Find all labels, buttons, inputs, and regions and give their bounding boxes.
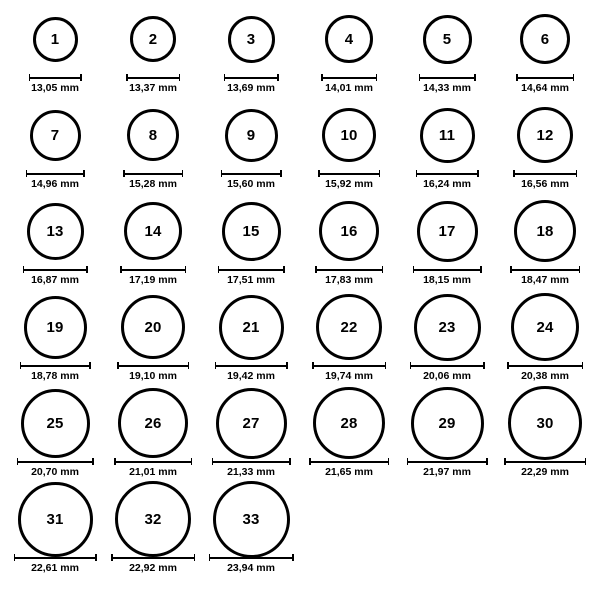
ring-circle <box>313 387 385 459</box>
dimension-line <box>218 269 285 271</box>
ring-size-cell[interactable] <box>300 104 398 200</box>
ring-circle <box>511 293 579 361</box>
ring-size-cell[interactable] <box>300 392 398 488</box>
dimension-bar-icon <box>407 458 488 465</box>
ring-circle <box>414 294 481 361</box>
ring-circle <box>228 16 275 63</box>
dimension-value: 13,37 mm <box>129 82 177 94</box>
dimension-annotation <box>114 458 192 479</box>
ring-size-cell[interactable] <box>300 296 398 392</box>
dimension-annotation <box>416 170 479 191</box>
dimension-line <box>17 461 94 463</box>
ring-size-label: 31 <box>46 510 64 528</box>
dimension-bar-icon <box>224 74 279 81</box>
ring-size-label: 5 <box>442 30 452 48</box>
dimension-value: 15,92 mm <box>325 178 373 190</box>
ring-size-cell[interactable] <box>202 488 300 584</box>
dimension-line <box>516 77 574 79</box>
ring-circle-wrap <box>316 296 382 358</box>
dimension-annotation <box>410 362 485 383</box>
ring-circle-wrap <box>411 392 484 454</box>
dimension-bar-icon <box>318 170 380 177</box>
ring-size-label: 12 <box>536 126 554 144</box>
ring-size-cell[interactable] <box>496 200 594 296</box>
dimension-annotation <box>312 362 386 383</box>
ring-circle <box>127 109 179 161</box>
dimension-bar-icon <box>309 458 389 465</box>
dimension-value: 14,33 mm <box>423 82 471 94</box>
ring-circle-wrap <box>508 392 582 454</box>
ring-size-cell[interactable] <box>202 104 300 200</box>
dimension-value: 17,83 mm <box>325 274 373 286</box>
ring-circle-wrap <box>127 104 179 166</box>
ring-size-cell[interactable] <box>496 104 594 200</box>
ring-size-label: 15 <box>242 222 260 240</box>
ring-circle-wrap <box>420 104 475 166</box>
dimension-value: 16,87 mm <box>31 274 79 286</box>
ring-size-cell[interactable] <box>300 200 398 296</box>
dimension-bar-icon <box>416 170 479 177</box>
ring-circle <box>24 296 87 359</box>
dimension-value: 16,24 mm <box>423 178 471 190</box>
ring-size-cell[interactable] <box>496 392 594 488</box>
dimension-value: 15,60 mm <box>227 178 275 190</box>
dimension-value: 22,61 mm <box>31 562 79 574</box>
ring-circle-wrap <box>313 392 385 454</box>
ring-size-label: 28 <box>340 414 358 432</box>
ring-circle-wrap <box>417 200 478 262</box>
ring-circle-wrap <box>219 296 284 358</box>
dimension-annotation <box>23 266 88 287</box>
dimension-bar-icon <box>410 362 485 369</box>
ring-circle-wrap <box>118 392 188 454</box>
dimension-value: 21,65 mm <box>325 466 373 478</box>
ring-size-cell[interactable] <box>202 200 300 296</box>
ring-size-cell[interactable] <box>398 8 496 104</box>
dimension-bar-icon <box>321 74 377 81</box>
dimension-annotation <box>321 74 377 95</box>
dimension-line <box>312 365 386 367</box>
dimension-bar-icon <box>123 170 183 177</box>
ring-size-cell[interactable] <box>104 8 202 104</box>
ring-circle-wrap <box>18 488 93 550</box>
ring-circle-wrap <box>24 296 87 358</box>
ring-size-label: 3 <box>246 30 256 48</box>
dimension-bar-icon <box>126 74 180 81</box>
dimension-bar-icon <box>312 362 386 369</box>
dimension-bar-icon <box>14 554 97 561</box>
dimension-line <box>318 173 380 175</box>
dimension-line <box>111 557 195 559</box>
ring-circle <box>21 389 90 458</box>
dimension-line <box>504 461 586 463</box>
ring-circle <box>322 108 376 162</box>
ring-size-label: 27 <box>242 414 260 432</box>
dimension-value: 19,10 mm <box>129 370 177 382</box>
ring-circle-wrap <box>322 104 376 166</box>
dimension-annotation <box>29 74 82 95</box>
dimension-bar-icon <box>419 74 476 81</box>
dimension-annotation <box>516 74 574 95</box>
dimension-value: 13,05 mm <box>31 82 79 94</box>
ring-size-label: 17 <box>438 222 456 240</box>
ring-circle <box>27 203 84 260</box>
ring-circle <box>213 481 290 558</box>
dimension-annotation <box>111 554 195 575</box>
ring-size-label: 2 <box>148 30 158 48</box>
ring-size-label: 13 <box>46 222 64 240</box>
ring-circle <box>222 202 281 261</box>
ring-circle-wrap <box>517 104 573 166</box>
ring-circle-wrap <box>115 488 191 550</box>
ring-size-cell[interactable] <box>6 104 104 200</box>
dimension-bar-icon <box>504 458 586 465</box>
ring-circle <box>325 15 373 63</box>
dimension-annotation <box>513 170 577 191</box>
dimension-annotation <box>126 74 180 95</box>
dimension-value: 19,42 mm <box>227 370 275 382</box>
ring-size-cell[interactable] <box>104 200 202 296</box>
dimension-line <box>209 557 294 559</box>
ring-circle <box>30 110 81 161</box>
dimension-bar-icon <box>516 74 574 81</box>
ring-circle <box>216 388 287 459</box>
dimension-bar-icon <box>114 458 192 465</box>
dimension-value: 21,33 mm <box>227 466 275 478</box>
ring-circle <box>520 14 570 64</box>
ring-size-cell[interactable] <box>6 296 104 392</box>
dimension-line <box>120 269 186 271</box>
ring-size-label: 18 <box>536 222 554 240</box>
dimension-annotation <box>507 362 583 383</box>
dimension-value: 15,28 mm <box>129 178 177 190</box>
ring-size-cell[interactable] <box>104 488 202 584</box>
dimension-annotation <box>218 266 285 287</box>
dimension-line <box>224 77 279 79</box>
ring-size-label: 6 <box>540 30 550 48</box>
ring-circle <box>423 15 472 64</box>
dimension-value: 14,01 mm <box>325 82 373 94</box>
dimension-bar-icon <box>120 266 186 273</box>
ring-circle-wrap <box>319 200 379 262</box>
dimension-bar-icon <box>17 458 94 465</box>
dimension-annotation <box>209 554 294 575</box>
dimension-line <box>14 557 97 559</box>
dimension-line <box>410 365 485 367</box>
ring-circle <box>316 294 382 360</box>
ring-circle-wrap <box>423 8 472 70</box>
ring-circle-wrap <box>21 392 90 454</box>
ring-size-cell[interactable] <box>202 8 300 104</box>
dimension-annotation <box>419 74 476 95</box>
dimension-annotation <box>221 170 282 191</box>
dimension-line <box>413 269 482 271</box>
dimension-annotation <box>212 458 291 479</box>
ring-size-label: 14 <box>144 222 162 240</box>
ring-size-label: 29 <box>438 414 456 432</box>
ring-size-label: 23 <box>438 318 456 336</box>
ring-circle <box>420 108 475 163</box>
dimension-line <box>29 77 82 79</box>
dimension-line <box>114 461 192 463</box>
ring-size-cell[interactable] <box>202 296 300 392</box>
dimension-value: 18,78 mm <box>31 370 79 382</box>
dimension-bar-icon <box>20 362 91 369</box>
dimension-line <box>126 77 180 79</box>
ring-size-label: 32 <box>144 510 162 528</box>
ring-size-cell[interactable] <box>496 8 594 104</box>
ring-size-cell[interactable] <box>104 104 202 200</box>
ring-size-label: 11 <box>438 126 456 144</box>
dimension-line <box>309 461 389 463</box>
ring-circle <box>225 109 278 162</box>
dimension-bar-icon <box>212 458 291 465</box>
ring-circle-wrap <box>520 8 570 70</box>
dimension-line <box>20 365 91 367</box>
ring-size-label: 4 <box>344 30 354 48</box>
ring-size-label: 10 <box>340 126 358 144</box>
dimension-bar-icon <box>507 362 583 369</box>
ring-size-cell[interactable] <box>300 8 398 104</box>
ring-circle-wrap <box>414 296 481 358</box>
dimension-annotation <box>504 458 586 479</box>
ring-circle <box>130 16 176 62</box>
ring-circle-wrap <box>325 8 373 70</box>
dimension-annotation <box>26 170 85 191</box>
dimension-line <box>215 365 288 367</box>
dimension-line <box>123 173 183 175</box>
ring-size-label: 30 <box>536 414 554 432</box>
ring-circle-wrap <box>216 392 287 454</box>
dimension-line <box>23 269 88 271</box>
dimension-bar-icon <box>209 554 294 561</box>
ring-size-label: 8 <box>148 126 158 144</box>
ring-circle <box>124 202 182 260</box>
dimension-line <box>419 77 476 79</box>
ring-size-label: 16 <box>340 222 358 240</box>
ring-circle-wrap <box>124 200 182 262</box>
ring-circle-wrap <box>33 8 78 70</box>
ring-circle-wrap <box>27 200 84 262</box>
dimension-line <box>212 461 291 463</box>
ring-circle-wrap <box>228 8 275 70</box>
dimension-annotation <box>17 458 94 479</box>
dimension-annotation <box>117 362 189 383</box>
dimension-line <box>117 365 189 367</box>
ring-size-cell[interactable] <box>6 392 104 488</box>
dimension-line <box>321 77 377 79</box>
ring-circle <box>411 387 484 460</box>
dimension-annotation <box>120 266 186 287</box>
dimension-bar-icon <box>510 266 580 273</box>
ring-circle-wrap <box>130 8 176 70</box>
dimension-bar-icon <box>117 362 189 369</box>
dimension-line <box>416 173 479 175</box>
ring-size-label: 25 <box>46 414 64 432</box>
ring-circle <box>115 481 191 557</box>
ring-circle-wrap <box>30 104 81 166</box>
ring-size-cell[interactable] <box>398 296 496 392</box>
dimension-annotation <box>315 266 383 287</box>
dimension-annotation <box>14 554 97 575</box>
dimension-value: 19,74 mm <box>325 370 373 382</box>
dimension-value: 20,06 mm <box>423 370 471 382</box>
dimension-bar-icon <box>513 170 577 177</box>
dimension-line <box>407 461 488 463</box>
dimension-value: 23,94 mm <box>227 562 275 574</box>
ring-circle <box>508 386 582 460</box>
dimension-line <box>26 173 85 175</box>
dimension-annotation <box>224 74 279 95</box>
dimension-annotation <box>413 266 482 287</box>
dimension-value: 17,19 mm <box>129 274 177 286</box>
ring-size-label: 1 <box>50 30 60 48</box>
dimension-bar-icon <box>218 266 285 273</box>
ring-circle-wrap <box>514 200 576 262</box>
ring-size-cell[interactable] <box>6 200 104 296</box>
ring-circle <box>118 388 188 458</box>
dimension-line <box>221 173 282 175</box>
dimension-bar-icon <box>413 266 482 273</box>
ring-size-cell[interactable] <box>496 296 594 392</box>
dimension-value: 20,38 mm <box>521 370 569 382</box>
ring-size-cell[interactable] <box>398 392 496 488</box>
dimension-bar-icon <box>23 266 88 273</box>
dimension-bar-icon <box>29 74 82 81</box>
dimension-annotation <box>510 266 580 287</box>
dimension-annotation <box>123 170 183 191</box>
ring-circle <box>18 482 93 557</box>
ring-size-cell[interactable] <box>6 8 104 104</box>
dimension-bar-icon <box>315 266 383 273</box>
dimension-value: 16,56 mm <box>521 178 569 190</box>
ring-size-label: 33 <box>242 510 260 528</box>
dimension-annotation <box>215 362 288 383</box>
dimension-bar-icon <box>215 362 288 369</box>
ring-circle-wrap <box>222 200 281 262</box>
dimension-annotation <box>309 458 389 479</box>
ring-circle <box>517 107 573 163</box>
dimension-value: 14,64 mm <box>521 82 569 94</box>
dimension-value: 22,92 mm <box>129 562 177 574</box>
dimension-bar-icon <box>221 170 282 177</box>
ring-size-cell[interactable] <box>398 200 496 296</box>
dimension-value: 14,96 mm <box>31 178 79 190</box>
dimension-line <box>510 269 580 271</box>
ring-circle <box>219 295 284 360</box>
ring-size-label: 9 <box>246 126 256 144</box>
dimension-annotation <box>20 362 91 383</box>
dimension-line <box>507 365 583 367</box>
dimension-value: 18,15 mm <box>423 274 471 286</box>
dimension-value: 22,29 mm <box>521 466 569 478</box>
dimension-bar-icon <box>111 554 195 561</box>
ring-circle <box>319 201 379 261</box>
ring-size-label: 20 <box>144 318 162 336</box>
ring-size-cell[interactable] <box>104 296 202 392</box>
dimension-value: 21,01 mm <box>129 466 177 478</box>
ring-circle-wrap <box>511 296 579 358</box>
ring-size-label: 22 <box>340 318 358 336</box>
ring-size-label: 19 <box>46 318 64 336</box>
ring-size-grid <box>6 8 594 584</box>
dimension-value: 13,69 mm <box>227 82 275 94</box>
ring-size-cell[interactable] <box>6 488 104 584</box>
dimension-bar-icon <box>26 170 85 177</box>
dimension-line <box>513 173 577 175</box>
ring-size-cell[interactable] <box>104 392 202 488</box>
ring-size-label: 26 <box>144 414 162 432</box>
dimension-value: 21,97 mm <box>423 466 471 478</box>
dimension-annotation <box>318 170 380 191</box>
ring-circle-wrap <box>213 488 290 550</box>
ring-circle <box>33 17 78 62</box>
ring-circle <box>121 295 185 359</box>
ring-size-label: 7 <box>50 126 60 144</box>
ring-size-label: 24 <box>536 318 554 336</box>
ring-circle-wrap <box>121 296 185 358</box>
dimension-value: 17,51 mm <box>227 274 275 286</box>
ring-size-cell[interactable] <box>202 392 300 488</box>
ring-size-label: 21 <box>242 318 260 336</box>
ring-circle-wrap <box>225 104 278 166</box>
dimension-annotation <box>407 458 488 479</box>
ring-circle <box>417 201 478 262</box>
ring-size-cell[interactable] <box>398 104 496 200</box>
dimension-value: 18,47 mm <box>521 274 569 286</box>
dimension-value: 20,70 mm <box>31 466 79 478</box>
dimension-line <box>315 269 383 271</box>
ring-circle <box>514 200 576 262</box>
